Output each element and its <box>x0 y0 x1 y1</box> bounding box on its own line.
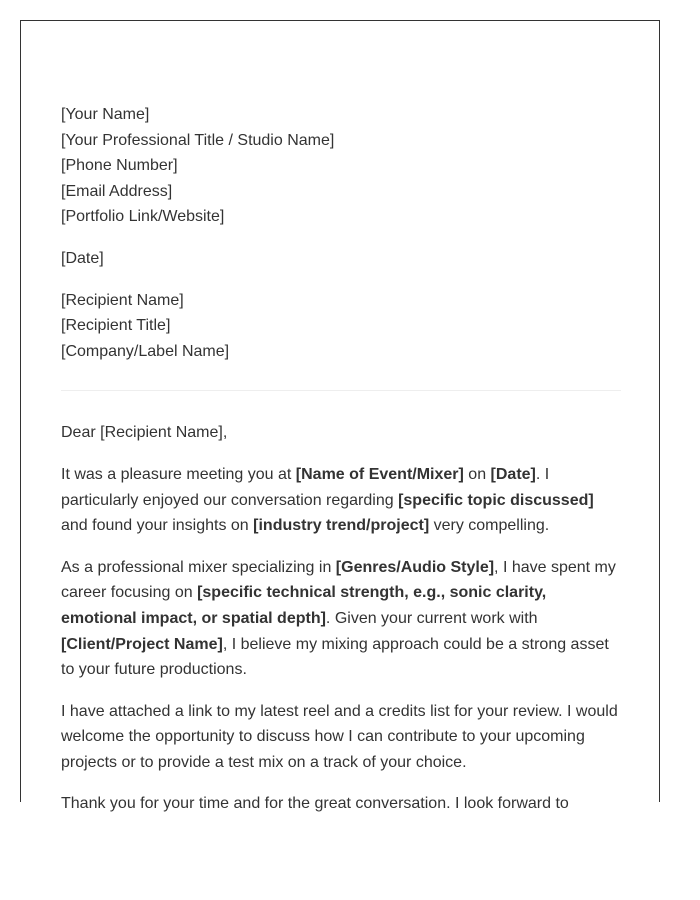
paragraph-1 <box>61 462 621 539</box>
sender-portfolio: [Portfolio Link/Website] <box>61 208 225 226</box>
paragraph-4: Thank you for your time and for the great conversation. I look forward to <box>61 795 569 813</box>
paragraph-2 <box>61 555 621 683</box>
letter-date: [Date] <box>61 249 104 267</box>
placeholder-topic: [specific topic discussed] <box>398 491 594 509</box>
sender-name: [Your Name] <box>61 106 150 123</box>
placeholder-event-date: [Date] <box>490 465 536 483</box>
sender-block <box>61 102 621 230</box>
paragraph-1-text-2: on <box>463 465 491 483</box>
recipient-name: [Recipient Name] <box>61 291 184 309</box>
placeholder-industry-trend: [industry trend/project] <box>253 517 430 535</box>
recipient-block <box>61 288 621 365</box>
sender-title: [Your Professional Title / Studio Name] <box>61 131 335 149</box>
letter-content <box>61 102 621 833</box>
placeholder-client-project: [Client/Project Name] <box>61 635 223 653</box>
sender-phone: [Phone Number] <box>61 157 178 175</box>
paragraph-2-text-1: As a professional mixer specializing in <box>61 558 336 576</box>
divider <box>61 390 621 391</box>
salutation: Dear [Recipient Name], <box>61 424 228 442</box>
paragraph-2-text-2: , I have spent my career focusing on <box>61 558 616 602</box>
placeholder-genres: [Genres/Audio Style] <box>335 558 495 576</box>
letter-page <box>20 20 660 813</box>
date-block <box>61 246 621 272</box>
paragraph-2-text-4: , I believe my mixing approach could be a strong asset to your future productions. <box>61 635 609 679</box>
paragraph-1-text-1: It was a pleasure meeting you at <box>61 465 296 483</box>
paragraph-1-text-4: and found your insights on <box>61 517 254 535</box>
placeholder-technical-strength: [specific technical strength, e.g., sonic clarity, emotional impact, or spatial depth] <box>61 584 547 627</box>
recipient-title: [Recipient Title] <box>61 317 171 335</box>
paragraph-2-text-3: . Given your current work with <box>325 609 538 627</box>
recipient-company: [Company/Label Name] <box>61 342 230 360</box>
paragraph-3: I have attached a link to my latest reel and a credits list for your review. I would welcome the opportunity to discuss how I can contribute to your upcoming projects or to provide a test mix on a track of your choice. <box>61 702 618 771</box>
paragraph-1-text-3: . I particularly enjoyed our conversation regarding <box>61 465 550 509</box>
placeholder-event-name: [Name of Event/Mixer] <box>295 465 464 483</box>
sender-email: [Email Address] <box>61 182 173 200</box>
paragraph-1-text-5: very compelling. <box>429 517 550 535</box>
